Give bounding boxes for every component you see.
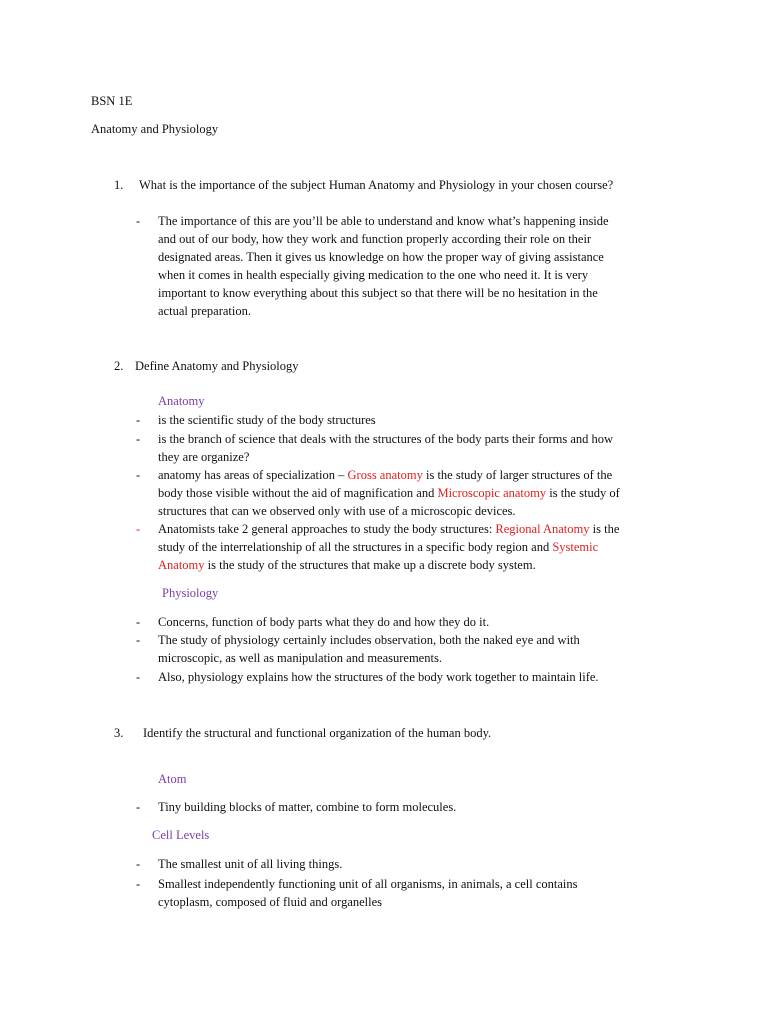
- bullet-dash: -: [136, 468, 141, 482]
- bullet-dash: -: [136, 633, 141, 647]
- cell-bullet-2-cont: cytoplasm, composed of fluid and organelles: [158, 895, 383, 909]
- bullet-dash: -: [136, 413, 141, 427]
- q1-answer-line: actual preparation.: [158, 304, 252, 318]
- bullet-dash: -: [136, 214, 141, 228]
- bullet-dash-red: -: [136, 522, 141, 536]
- q1-answer-line: when it comes in health especially giving medication to the one who need it. It is very: [158, 268, 589, 282]
- cell-bullet-2: Smallest independently functioning unit of all organisms, in animals, a cell contains: [158, 877, 578, 891]
- bullet-dash: -: [136, 670, 141, 684]
- q2-number: 2.: [114, 359, 124, 373]
- bullet-dash: -: [136, 800, 141, 814]
- q1-answer-line: and out of our body, how they work and function properly according their role on their: [158, 232, 592, 246]
- atom-bullet-1: Tiny building blocks of matter, combine to form molecules.: [158, 800, 457, 814]
- anatomy-bullet-1: is the scientific study of the body structures: [158, 413, 376, 427]
- anatomy-bullet-4-cont: Anatomy is the study of the structures that make up a discrete body system.: [158, 558, 536, 572]
- course-code: BSN 1E: [91, 94, 133, 108]
- anatomy-bullet-3-cont: body those visible without the aid of magnification and Microscopic anatomy is the study of: [158, 486, 620, 500]
- q1-answer-line: important to know everything about this subject so that there will be no hesitation in the: [158, 286, 598, 300]
- gross-anatomy-term: Gross anatomy: [347, 468, 423, 482]
- q3-number: 3.: [114, 726, 124, 740]
- physiology-bullet-2: The study of physiology certainly includes observation, both the naked eye and with: [158, 633, 580, 647]
- physiology-bullet-2-cont: microscopic, as well as manipulation and measurements.: [158, 651, 442, 665]
- anatomy-heading: Anatomy: [158, 394, 205, 408]
- anatomy-bullet-2-cont: they are organize?: [158, 450, 250, 464]
- anatomy-bullet-4-cont: study of the interrelationship of all the structures in a specific body region and Systemic: [158, 540, 599, 554]
- q1-number: 1.: [114, 178, 124, 192]
- microscopic-anatomy-term: Microscopic anatomy: [437, 486, 547, 500]
- q2-question: Define Anatomy and Physiology: [135, 359, 299, 373]
- q3-question: Identify the structural and functional organization of the human body.: [143, 726, 492, 740]
- anatomy-bullet-3-cont: structures that can we observed only with use of a microscopic devices.: [158, 504, 516, 518]
- bullet-dash: -: [136, 857, 141, 871]
- q1-answer-line: designated areas. Then it gives us knowledge on how the proper way of giving assistance: [158, 250, 604, 264]
- subject-title: Anatomy and Physiology: [91, 122, 219, 136]
- systemic-anatomy-term: Systemic: [552, 540, 599, 554]
- physiology-heading: Physiology: [162, 586, 219, 600]
- systemic-anatomy-term-cont: Anatomy: [158, 558, 205, 572]
- anatomy-bullet-2: is the branch of science that deals with the structures of the body parts their forms and how: [158, 432, 614, 446]
- physiology-bullet-1: Concerns, function of body parts what they do and how they do it.: [158, 615, 490, 629]
- cell-levels-heading: Cell Levels: [152, 828, 210, 842]
- atom-heading: Atom: [158, 772, 187, 786]
- q1-question: What is the importance of the subject Human Anatomy and Physiology in your chosen course?: [139, 178, 614, 192]
- anatomy-bullet-3: anatomy has areas of specialization – Gross anatomy is the study of larger structures of the: [158, 468, 613, 482]
- cell-bullet-1: The smallest unit of all living things.: [158, 857, 343, 871]
- bullet-dash: -: [136, 877, 141, 891]
- anatomy-bullet-4: Anatomists take 2 general approaches to study the body structures: Regional Anatomy is the: [158, 522, 620, 536]
- physiology-bullet-3: Also, physiology explains how the structures of the body work together to maintain life.: [158, 670, 599, 684]
- regional-anatomy-term: Regional Anatomy: [495, 522, 590, 536]
- bullet-dash: -: [136, 615, 141, 629]
- q1-answer-line: The importance of this are you’ll be able to understand and know what’s happening inside: [158, 214, 609, 228]
- bullet-dash: -: [136, 432, 141, 446]
